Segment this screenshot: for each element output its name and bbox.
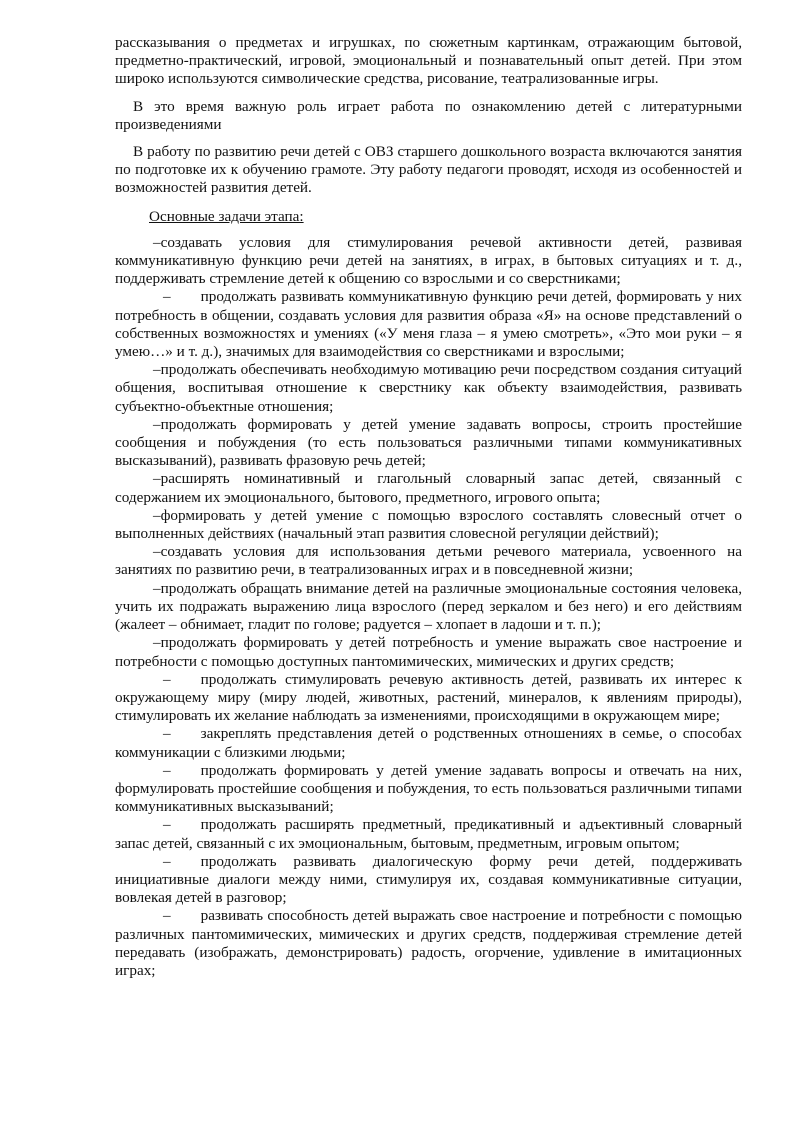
list-dash: –: [153, 634, 161, 652]
list-dash: –: [153, 233, 161, 251]
list-item: [115, 853, 742, 908]
list-dash: –: [153, 415, 161, 433]
list-dash: –: [153, 579, 161, 597]
list-item: [115, 762, 742, 817]
list-dash: –: [153, 470, 161, 488]
list-item-text: продолжать формировать у детей потребность и умение выражать свое настроение и потребности с помощью доступных пантомимических, мимических и других средств;: [115, 634, 742, 670]
list-item: [115, 816, 742, 852]
list-item: [115, 907, 742, 980]
list-item-text: продолжать обращать внимание детей на различные эмоциональные состояния человека, учить их подражать выражению лица взрослого (перед зеркалом и без него) и его действиям (жалеет – обнимает, гладит по голове; радуется – хлопает в ладоши и т. п.);: [115, 579, 742, 634]
list-dash: –: [153, 506, 161, 524]
list-dash: –: [163, 816, 171, 834]
list-item: [115, 361, 742, 416]
list-item: [115, 580, 742, 635]
list-item: [115, 671, 742, 726]
list-dash: –: [163, 288, 171, 306]
list-item-text: развивать способность детей выражать свое настроение и потребности с помощью различных пантомимических, мимических и других средств, поддерживая стремление детей передавать (изображать, демонстрировать) радость, огорчение, удивление в имитационных играх;: [115, 907, 742, 979]
list-dash: –: [163, 761, 171, 779]
list-dash: –: [153, 543, 161, 561]
list-item-text: продолжать развивать коммуникативную функцию речи детей, формировать у них потребность в общении, создавать условия для развития образа «Я» на основе представлений о собственных возможностях и умениях («У меня глаза – я умею смотреть», «Это мои руки – я умею…» и т. д.), значимых для взаимодействия со сверстниками и взрослыми;: [115, 288, 742, 361]
list-dash: –: [153, 361, 161, 379]
tasks-heading-text: Основные задачи этапа:: [149, 207, 304, 225]
list-item: [115, 507, 742, 543]
list-dash: –: [163, 725, 171, 743]
list-item-text: продолжать формировать у детей умение задавать вопросы, строить простейшие сообщения и побуждения (то есть пользоваться различными типами коммуникативных высказываний), развивать фразовую речь детей;: [115, 415, 742, 470]
list-item-text: расширять номинативный и глагольный словарный запас детей, связанный с содержанием их эмоционального, бытового, предметного, игрового опыта;: [115, 470, 742, 506]
list-dash: –: [163, 852, 171, 870]
list-item-text: закреплять представления детей о родственных отношениях в семье, о способах коммуникации с близкими людьми;: [115, 725, 742, 761]
list-item: [115, 416, 742, 471]
list-dash: –: [163, 907, 171, 925]
list-item: [115, 288, 742, 361]
list-item-text: продолжать развивать диалогическую форму речи детей, поддерживать инициативные диалоги между ними, стимулируя их, создавая коммуникативные ситуации, вовлекая детей в разговор;: [115, 852, 742, 907]
list-item: [115, 470, 742, 506]
list-item-text: формировать у детей умение с помощью взрослого составлять словесный отчет о выполненных действиях (начальный этап развития словесной регуляции действий);: [115, 506, 742, 543]
tasks-list: [115, 234, 742, 980]
paragraph-intro: рассказывания о предметах и игрушках, по сюжетным картинкам, отражающим бытовой, предметно-практический, игровой, эмоциональный и познавательный опыт детей. При этом широко используются символические средства, рисование, театрализованные игры.: [115, 34, 742, 88]
list-item: [115, 543, 742, 579]
list-item-text: продолжать формировать у детей умение задавать вопросы и отвечать на них, формулировать простейшие сообщения и побуждения, то есть пользоваться различными типами коммуникативных высказываний;: [115, 761, 742, 816]
paragraph-literature: В это время важную роль играет работа по ознакомлению детей с литературными произведениями: [115, 97, 742, 133]
list-dash: –: [163, 670, 171, 688]
list-item: [115, 725, 742, 761]
list-item: [115, 634, 742, 670]
list-item-text: продолжать стимулировать речевую активность детей, развивать их интерес к окружающему миру (миру людей, животных, растений, минералов, к явлениям природы), стимулировать их желание наблюдать за изменениями, происходящими в окружающем мире;: [115, 670, 742, 725]
list-item-text: продолжать обеспечивать необходимую мотивацию речи посредством создания ситуаций общения, воспитывая отношение к сверстнику как объекту взаимодействия, развивать субъектно-объектные отношения;: [115, 361, 742, 415]
list-item-text: создавать условия для использования детьми речевого материала, усвоенного на занятиях по развитию речи, в театрализованных играх и в повседневной жизни;: [115, 543, 742, 579]
list-item-text: продолжать расширять предметный, предикативный и адъективный словарный запас детей, связанный с их эмоциональным, бытовым, предметным, игровым опытом;: [115, 816, 742, 852]
paragraph-literacy: В работу по развитию речи детей с ОВЗ старшего дошкольного возраста включаются занятия по подготовке их к обучению грамоте. Эту работу педагоги проводят, исходя из особенностей и возможностей развития детей.: [115, 143, 742, 197]
tasks-heading: [115, 208, 742, 226]
list-item-text: создавать условия для стимулирования речевой активности детей, развивая коммуникативную функцию речи детей на занятиях, в играх, в бытовых ситуациях и т. д., поддерживать стремление детей к общению со взрослыми и со сверстниками;: [115, 233, 742, 288]
list-item: [115, 234, 742, 289]
